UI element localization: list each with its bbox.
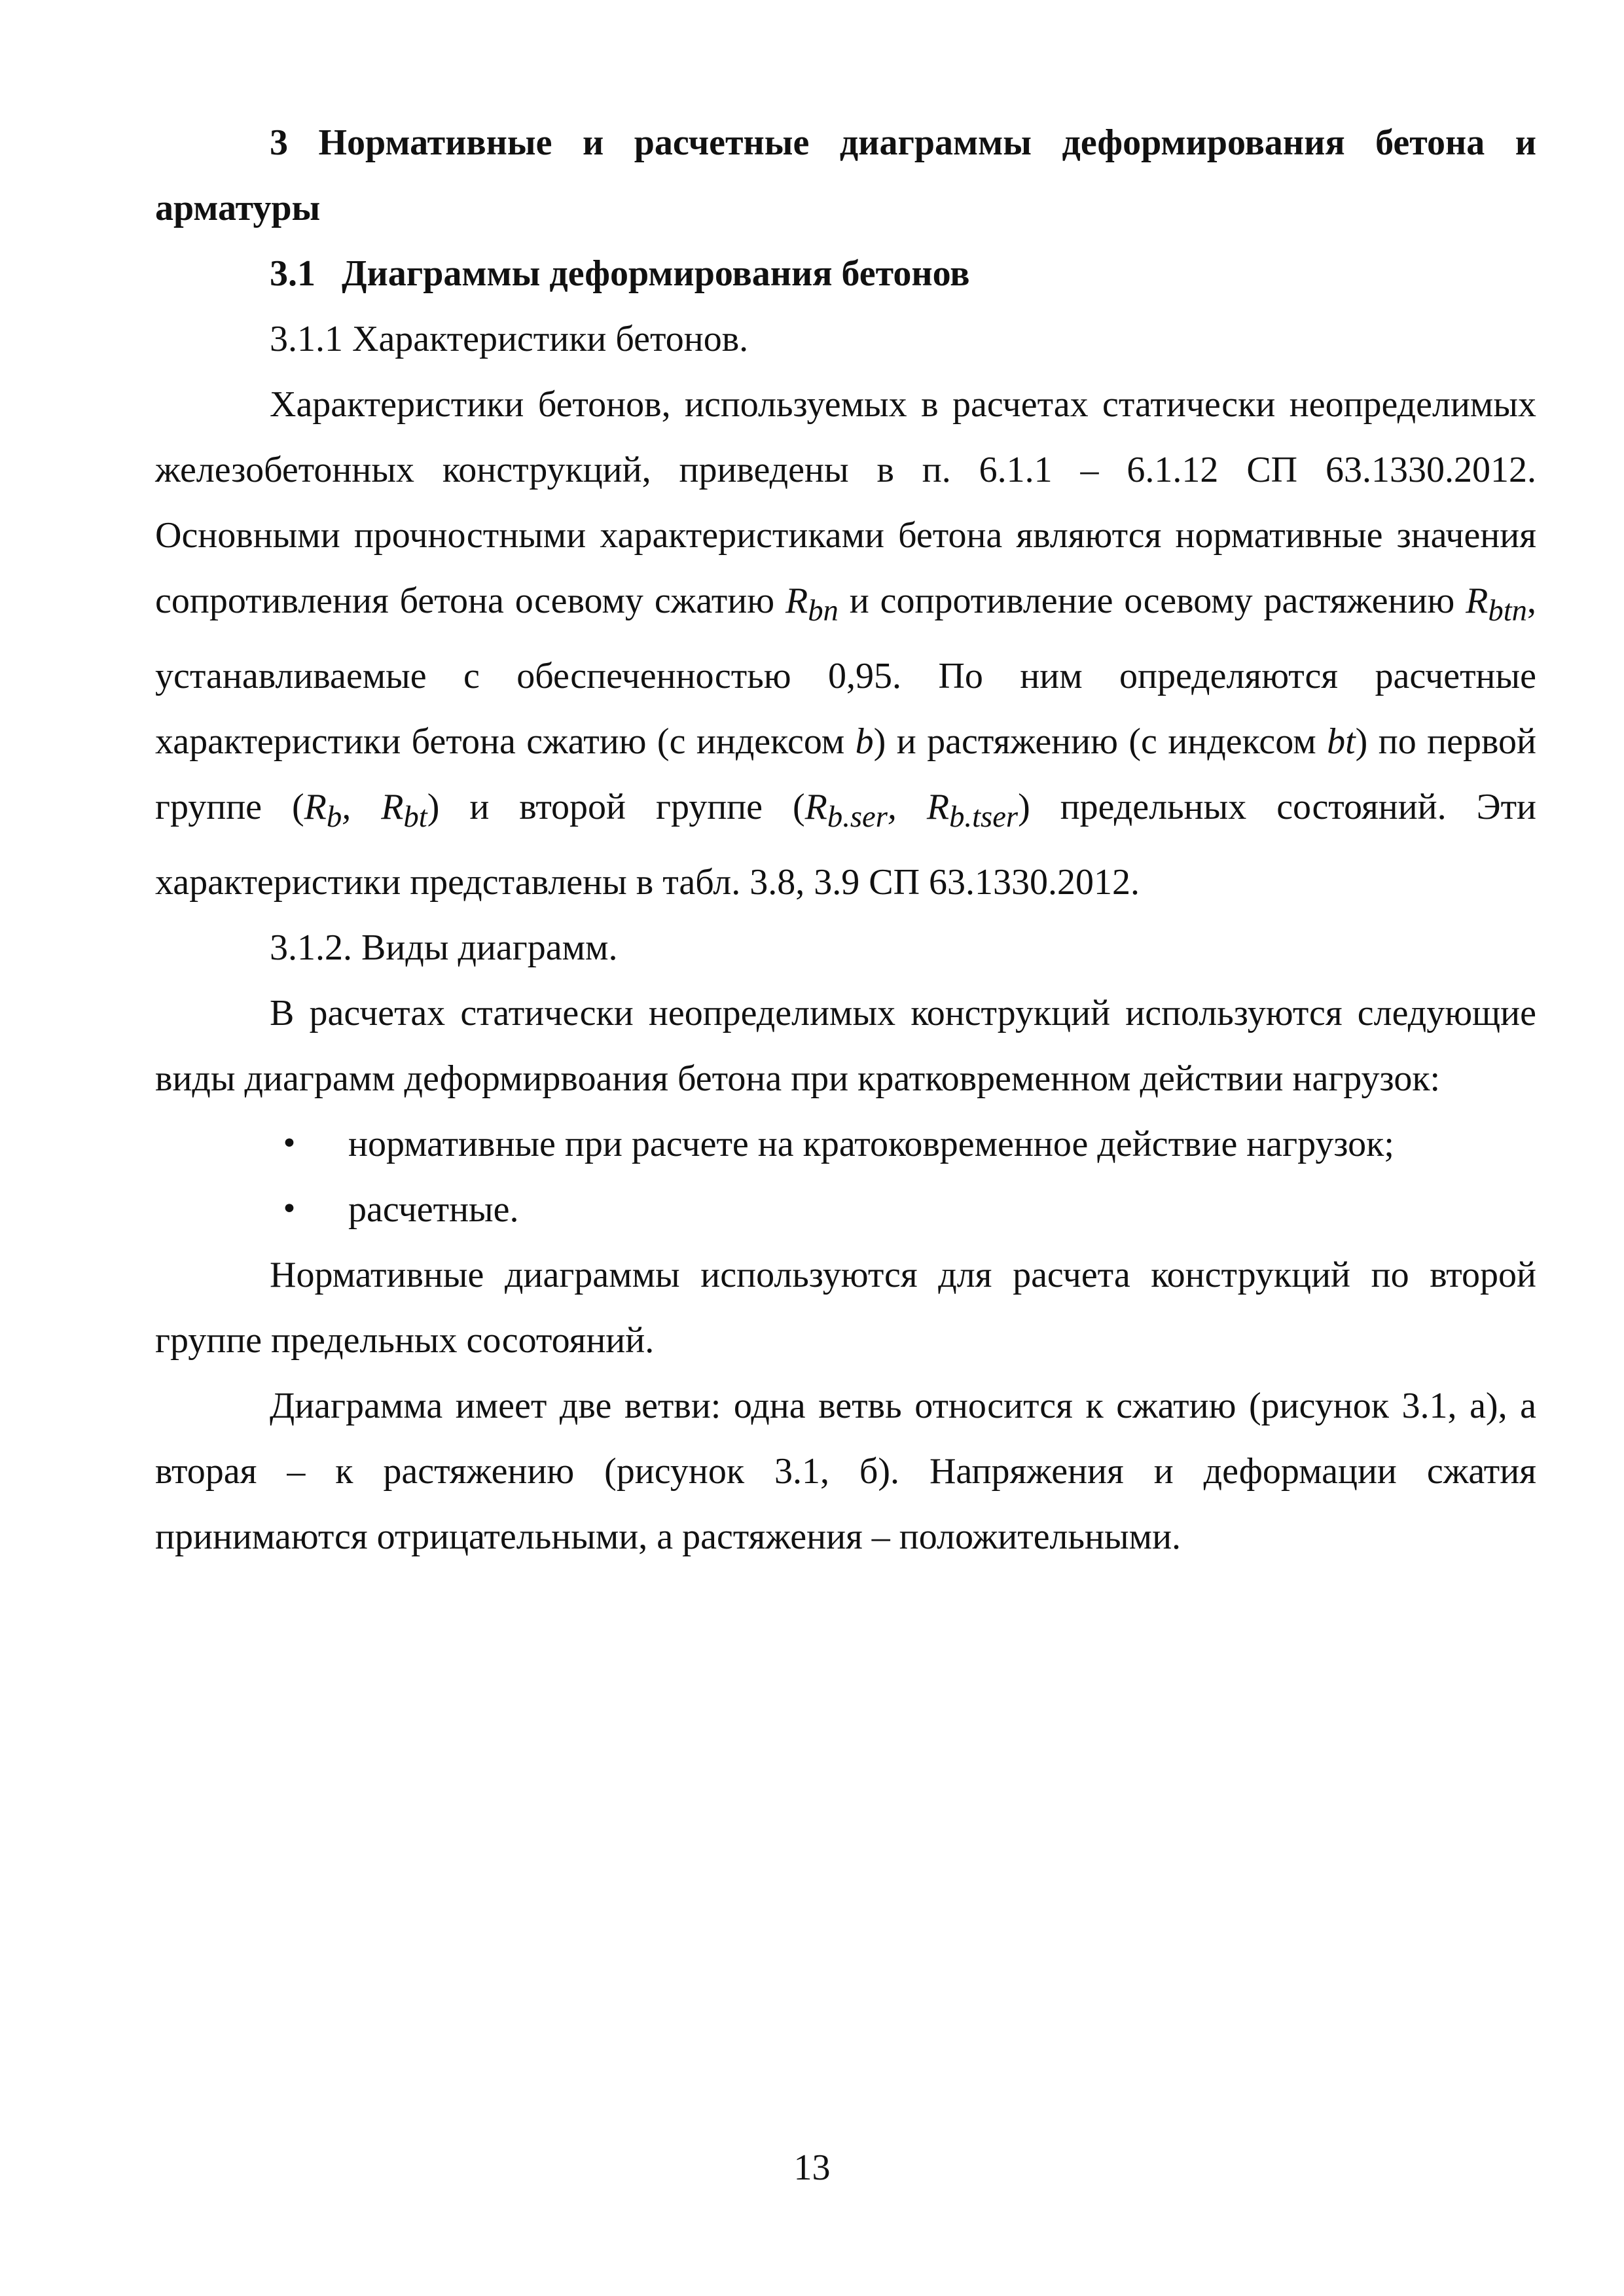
page-number: 13 <box>793 2147 831 2188</box>
characteristics-paragraph: Характеристики бетонов, используемых в расчетах статически неопределимых железобетонных конструкций, приведены в п. 6.1.1 – 6.1.12 СП 63.1330.2012. Основными прочностными характеристиками бетона являются нормативные значения сопротивления бетона осевому сжатию $R_{bn}$ и сопротивление осевому растяжению $R_{btn}$, устанавливаемые с обеспеченностью 0,95. По ним определяются расчетные характеристики бетона сжатию (с индексом b) и растяжению (с индексом bt) по первой группе ($R_b$, $R_{bt}$) и второй группе ($R_{b.ser}$, $R_{b.tser}$) предельных состояний. Эти характеристики представлены в табл. 3.8, 3.9 СП 63.1330.2012. <box>155 384 1537 903</box>
subsection-title: Диаграммы деформирования бетонов <box>342 253 970 294</box>
item-3-1-1-title: 3.1.1 Характеристики бетонов. <box>270 319 749 359</box>
diagram-types-list <box>155 1111 1536 1242</box>
list-item: • расчетные. <box>155 1177 1536 1242</box>
index-bt: bt <box>1327 721 1356 762</box>
symbol-rbt: $R_{bt}$ <box>381 787 427 834</box>
normative-diagrams-paragraph: Нормативные диаграммы используются для расчета конструкций по второй группе предельных сосотояний. <box>155 1255 1536 1361</box>
diagram-types-intro: В расчетах статически неопределимых конструкций используются следующие виды диаграмм деформирвоания бетона при кратковременном действии нагрузок: <box>155 993 1536 1100</box>
symbol-rbtn: $R_{btn}$ <box>1466 581 1528 628</box>
list-item: • нормативные при расчете на кратоковременное действие нагрузок; <box>155 1111 1536 1177</box>
subsection-number: 3.1 <box>270 253 316 294</box>
symbol-rbn: $R_{bn}$ <box>785 581 839 628</box>
bullet-icon: • <box>281 1193 298 1227</box>
section-heading: 3 Нормативные и расчетные диаграммы деформирования бетона и арматуры <box>155 122 1536 228</box>
subsection-heading <box>155 241 1536 306</box>
symbol-rbser: $R_{b.ser}$ <box>804 787 888 834</box>
symbol-rbtser: $R_{b.tser}$ <box>926 787 1019 834</box>
diagram-branches-paragraph: Диаграмма имеет две ветви: одна ветвь относится к сжатию (рисунок 3.1, а), а вторая – к растяжению (рисунок 3.1, б). Напряжения и деформации сжатия принимаются отрицательными, а растяжения – положительными. <box>155 1386 1536 1558</box>
index-b: b <box>855 721 874 762</box>
item-3-1-2-title: 3.1.2. Виды диаграмм. <box>270 927 618 969</box>
symbol-rb: $R_b$ <box>304 787 342 834</box>
page-body <box>155 110 1536 1570</box>
bullet-icon: • <box>281 1127 298 1161</box>
